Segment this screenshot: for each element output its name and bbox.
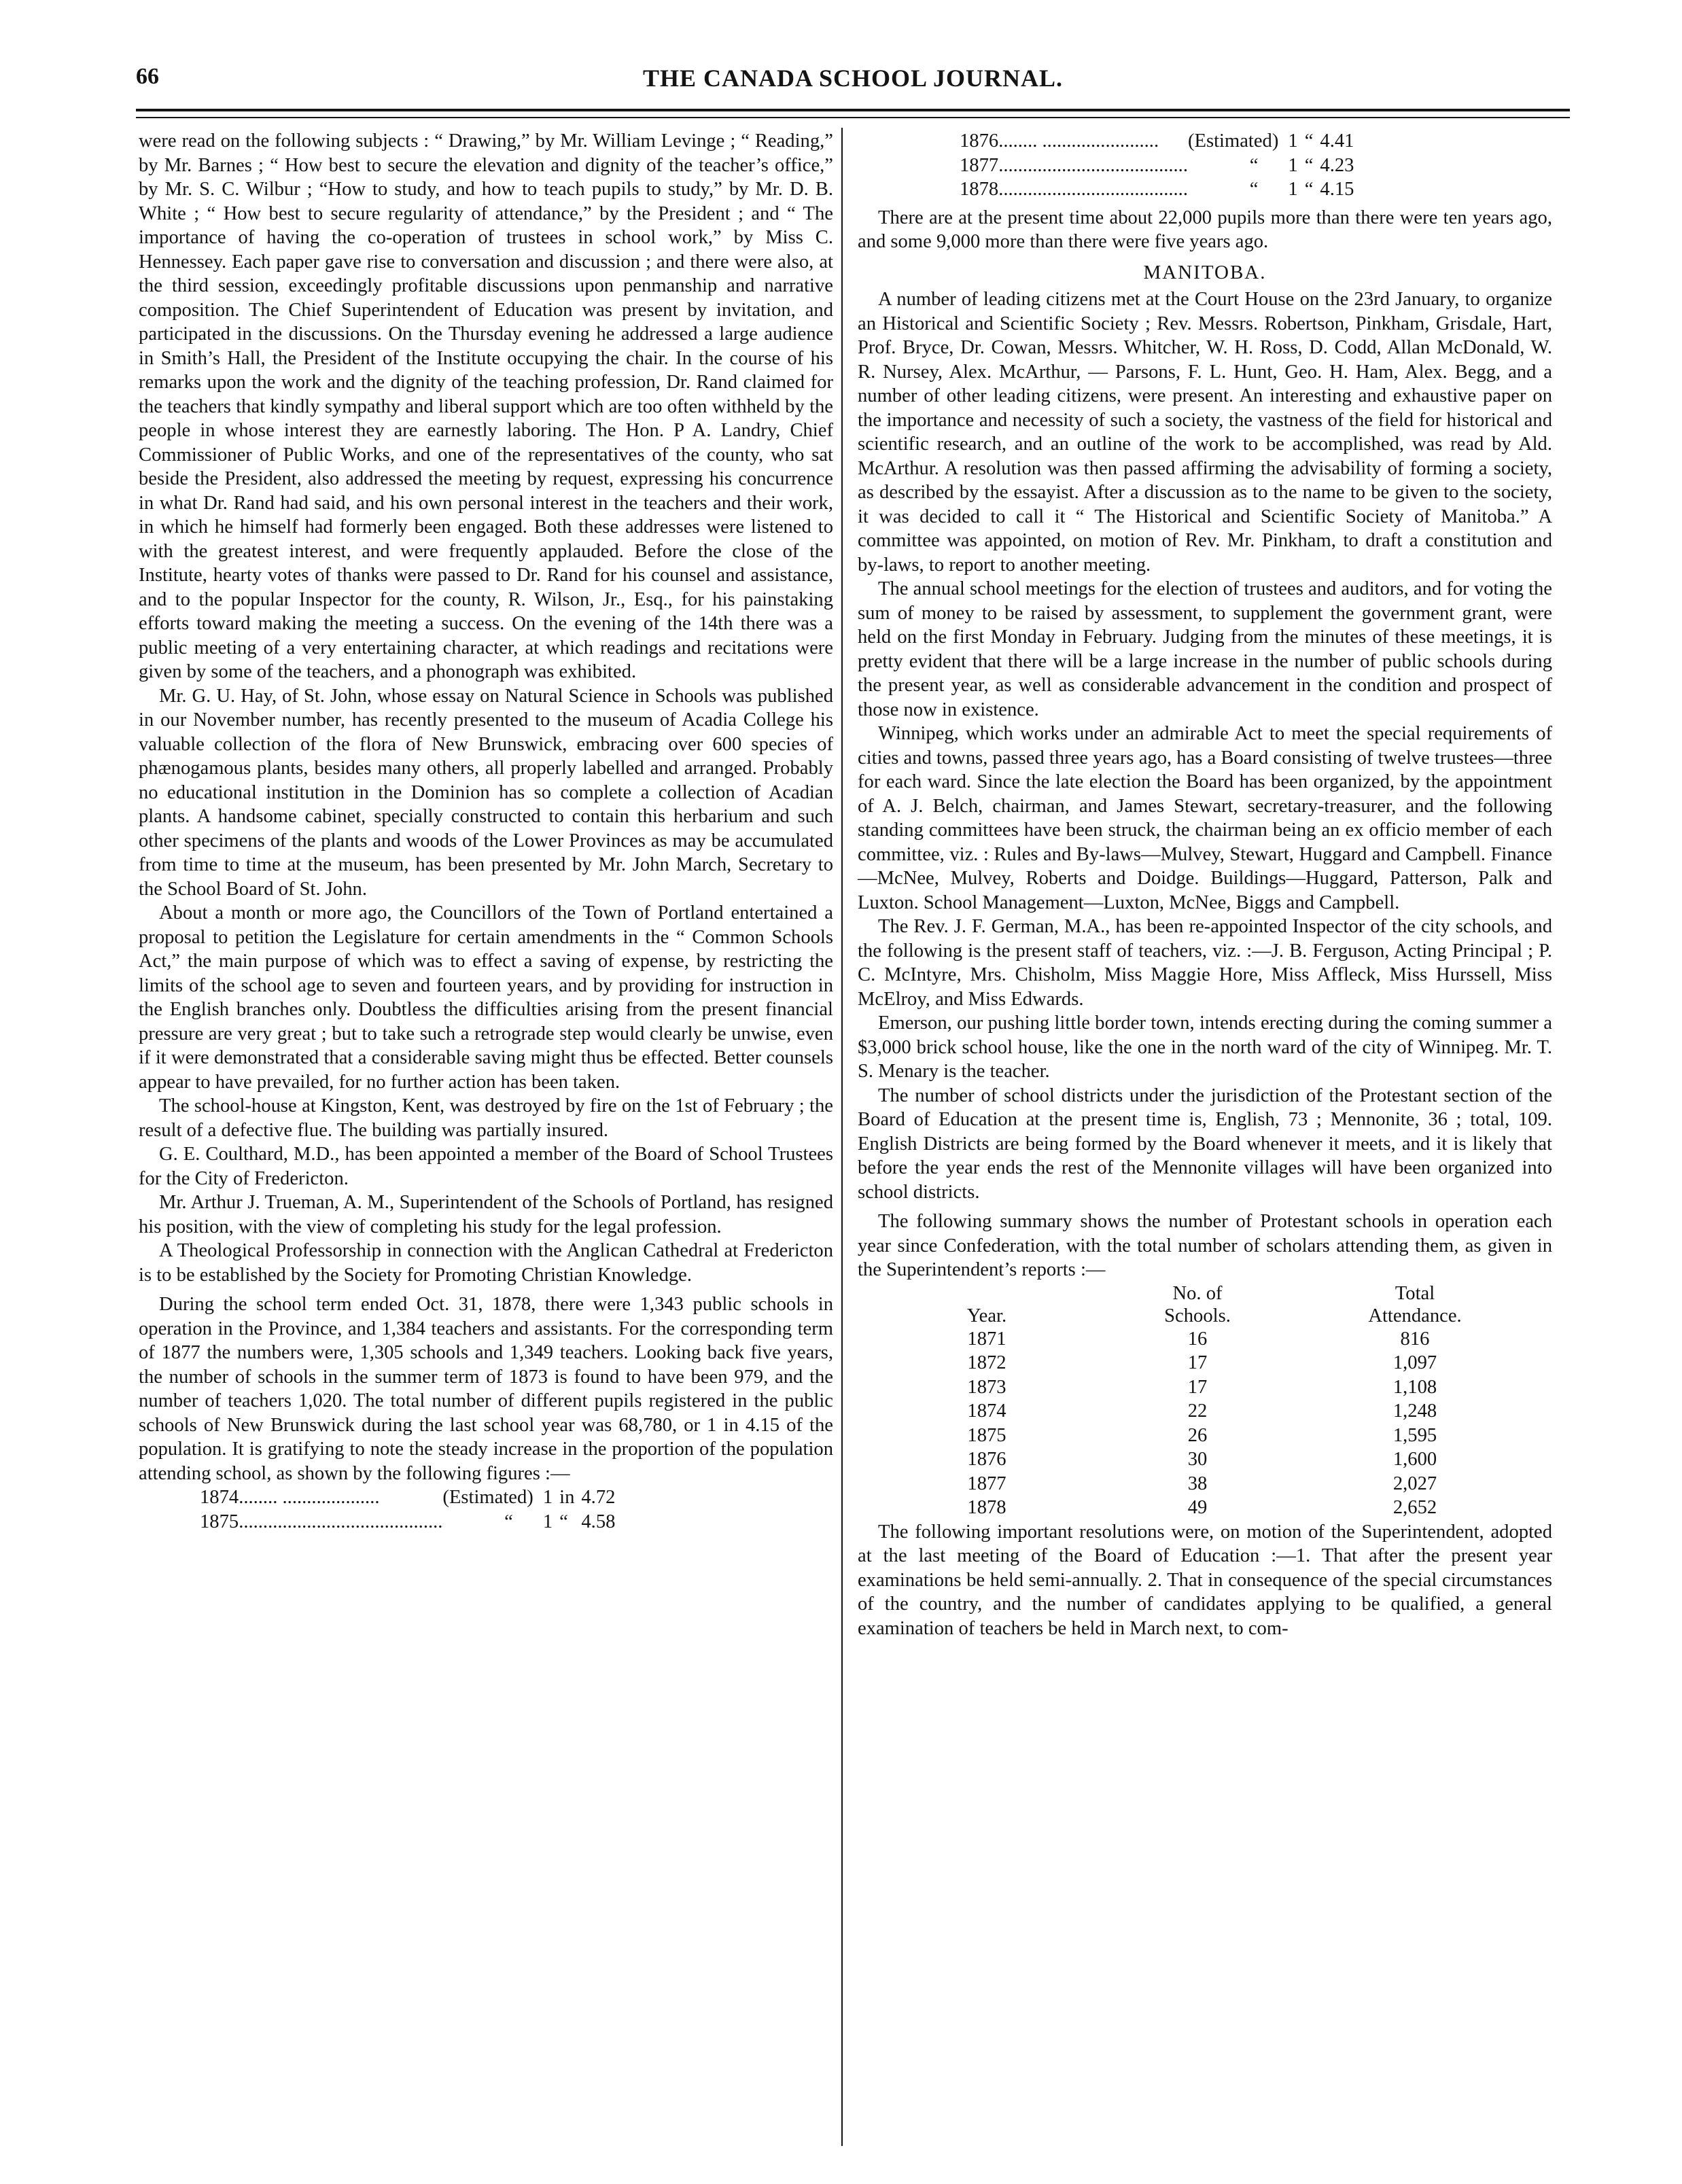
cell-attendance: 1,097: [1392, 1352, 1437, 1373]
paragraph: Mr. Arthur J. Trueman, A. M., Superintendent of the Schools of Portland, has resigned his position, with the view of completing his study for the legal profession.: [139, 1192, 833, 1237]
table-row: [885, 1496, 1524, 1520]
stat-leader: ..........................................: [239, 1511, 443, 1532]
cell-year: 1873: [967, 1376, 1006, 1398]
header-attendance-line2: Attendance.: [1368, 1305, 1462, 1326]
cell-year: 1875: [967, 1424, 1006, 1446]
stat-leader: .......................................: [998, 154, 1188, 176]
paragraph: The annual school meetings for the election of trustees and auditors, and for voting the sum of money to be raised by assessment, to supplement the government grant, were held on the first Monday in February. Judging from the minutes of these meetings, it is pretty evident that there will be a large increase in the number of public schools during the present year, as well as considerable advancement in the condition and prospect of those now in existence.: [858, 578, 1552, 720]
cell-year: 1876: [967, 1449, 1006, 1470]
stat-year: 1878: [960, 179, 999, 200]
header-attendance-line1: Total: [1395, 1282, 1435, 1304]
table-row: [885, 1351, 1524, 1375]
cell-schools: 38: [1187, 1473, 1208, 1494]
stat-c: 4.72: [581, 1487, 616, 1508]
header-year: Year.: [966, 1305, 1007, 1326]
header-rule-thick: [136, 109, 1570, 111]
attendance-ratio-table-part1: [200, 1485, 615, 1534]
table-row: [885, 1447, 1524, 1472]
cell-schools: 16: [1187, 1328, 1208, 1350]
cell-year: 1874: [967, 1401, 1006, 1422]
journal-title: THE CANADA SCHOOL JOURNAL.: [642, 65, 1064, 92]
paragraph: There are at the present time about 22,000 pupils more than there were ten years ago, and some 9,000 more than there were five years ago.: [858, 207, 1552, 252]
cell-schools: 17: [1187, 1376, 1208, 1398]
header-schools-line2: Schools.: [1164, 1305, 1231, 1326]
header-schools-line1: No. of: [1172, 1282, 1223, 1304]
cell-year: 1872: [967, 1352, 1006, 1373]
stat-b: “: [1304, 154, 1314, 176]
stat-a: 1: [542, 1511, 553, 1532]
stat-note: “: [504, 1511, 513, 1532]
stat-note: “: [1249, 179, 1259, 200]
cell-attendance: 816: [1400, 1328, 1430, 1350]
stat-year: 1874: [200, 1487, 239, 1508]
stat-c: 4.58: [581, 1511, 616, 1532]
protestant-schools-summary-table: [885, 1282, 1524, 1520]
stat-note: (Estimated): [1187, 130, 1279, 152]
cell-year: 1871: [967, 1328, 1006, 1350]
cell-schools: 49: [1187, 1497, 1208, 1518]
stat-c: 4.23: [1320, 154, 1354, 176]
table-row: [885, 1424, 1524, 1448]
stat-c: 4.41: [1320, 130, 1354, 152]
stat-a: 1: [1288, 179, 1298, 200]
stat-b: “: [1304, 130, 1314, 152]
header-rule-thin: [136, 117, 1570, 118]
paragraph: Emerson, our pushing little border town, intends erecting during the coming summer a $3,000 brick school house, like the one in the north ward of the city of Winnipeg. Mr. T. S. Menary is the teacher.: [858, 1012, 1552, 1082]
paragraph: The Rev. J. F. German, M.A., has been re-appointed Inspector of the city schools, and the following is the present staff of teachers, viz. :—J. B. Ferguson, Acting Principal ; P. C. McIntyre, Mrs. Chisholm, Miss Maggie Hore, Miss Affleck, Miss Hurssell, Miss McElroy, and Miss Edwards.: [858, 916, 1552, 1010]
table-row: [885, 1472, 1524, 1496]
table-row: [960, 129, 1354, 154]
table-row: [885, 1375, 1524, 1400]
table-row: [960, 177, 1354, 202]
cell-attendance: 1,248: [1392, 1401, 1437, 1422]
stat-year: 1877: [960, 154, 999, 176]
paragraph: A number of leading citizens met at the Court House on the 23rd January, to organize an Historical and Scientific Society ; Rev. Messrs. Robertson, Pinkham, Grisdale, Hart, Prof. Bryce, Dr. Cowan, Messrs. Whitcher, W. H. Ross, D. Codd, Allan McDonald, W. R. Nursey, Alex. McArthur, — Parsons, F. L. Hunt, Geo. H. Ham, Alex. Begg, and a number of other leading citizens, were present. An interesting and exhaustive paper on the importance and necessity of such a society, the vastness of the field for historical and scientific research, and an outline of the work to be accomplished, was read by Ald. McArthur. A resolution was then passed affirming the advisability of forming a society, as described by the essayist. After a discussion as to the name to be given to the society, it was decided to call it “ The Historical and Scientific Society of Manitoba.” A committee was appointed, on motion of Rev. Mr. Pinkham, to draft a constitution and by-laws, to report to another meeting.: [858, 289, 1552, 576]
stat-note: “: [1249, 154, 1259, 176]
stat-leader: .......................................: [998, 179, 1188, 200]
paragraph: G. E. Coulthard, M.D., has been appointed a member of the Board of School Trustees for the City of Fredericton.: [139, 1144, 833, 1189]
table-row: [960, 154, 1354, 178]
left-column: [139, 129, 833, 1534]
stat-a: 1: [542, 1487, 553, 1508]
cell-schools: 30: [1187, 1449, 1208, 1470]
paragraph: About a month or more ago, the Councillors of the Town of Portland entertained a proposal to petition the Legislature for certain amendments in the “ Common Schools Act,” the main purpose of which was to effect a saving of expense, by restricting the limits of the school age to seven and fourteen years, and by providing for instruction in the English branches only. Doubtless the difficulties arising from the present financial pressure are very great ; but to take such a retrograde step would clearly be unwise, even if it were demonstrated that a considerable saving might thus be effected. Better counsels appear to have prevailed, for no further action has been taken.: [139, 902, 833, 1093]
stat-note: (Estimated): [442, 1487, 533, 1508]
table-header-row: [885, 1282, 1524, 1305]
paragraph: The school-house at Kingston, Kent, was destroyed by fire on the 1st of February ; the result of a defective flue. The building was partially insured.: [139, 1095, 833, 1141]
cell-attendance: 1,595: [1392, 1424, 1437, 1446]
table-row: [885, 1399, 1524, 1424]
stat-year: 1876: [960, 130, 999, 152]
stat-year: 1875: [200, 1511, 239, 1532]
cell-schools: 26: [1187, 1424, 1208, 1446]
cell-schools: 17: [1187, 1352, 1208, 1373]
page-number: 66: [136, 64, 159, 89]
right-column: [858, 129, 1552, 1640]
stat-leader: ........ ........................: [998, 130, 1159, 152]
table-row: [200, 1485, 615, 1510]
cell-schools: 22: [1187, 1401, 1208, 1422]
table-row: [885, 1327, 1524, 1352]
stat-b: “: [559, 1511, 568, 1532]
cell-attendance: 1,600: [1392, 1449, 1437, 1470]
attendance-ratio-table-part2: [960, 129, 1354, 202]
paragraph: The following summary shows the number of Protestant schools in operation each year since Confederation, with the total number of scholars attending them, as given in the Superintendent’s reports :—: [858, 1211, 1552, 1280]
stat-b: “: [1304, 179, 1314, 200]
paragraph: The following important resolutions were, on motion of the Superintendent, adopted at the last meeting of the Board of Education :—1. That after the present year examinations be held semi-annually. 2. That in consequence of the special circumstances of the country, and the number of candidates applying to be qualified, a general examination of teachers be held in March next, to com-: [858, 1521, 1552, 1639]
column-divider: [841, 128, 843, 2146]
stat-c: 4.15: [1320, 179, 1354, 200]
paragraph: Winnipeg, which works under an admirable Act to meet the special requirements of cities and towns, passed three years ago, has a Board consisting of twelve trustees—three for each ward. Since the late election the Board has been organized, by the appointment of A. J. Belch, chairman, and James Stewart, secretary-treasurer, and the following standing committees have been struck, the chairman being an ex officio member of each committee, viz. : Rules and By-laws—Mulvey, Stewart, Huggard and Campbell. Finance —McNee, Mulvey, Roberts and Doidge. Buildings—Huggard, Patterson, Palk and Luxton. School Management—Luxton, McNee, Biggs and Campbell.: [858, 723, 1552, 913]
stat-a: 1: [1288, 154, 1298, 176]
cell-year: 1877: [967, 1473, 1006, 1494]
paragraph: A Theological Professorship in connection with the Anglican Cathedral at Fredericton is to be established by the Society for Promoting Christian Knowledge.: [139, 1240, 833, 1286]
paragraph: The number of school districts under the jurisdiction of the Protestant section of the Board of Education at the present time is, English, 73 ; Mennonite, 36 ; total, 109. English Districts are being formed by the Board whenever it meets, and it is likely that before the year ends the rest of the Mennonite villages will have been organized into school districts.: [858, 1085, 1552, 1203]
stat-a: 1: [1288, 130, 1298, 152]
cell-attendance: 1,108: [1392, 1376, 1437, 1398]
stat-b: in: [559, 1487, 575, 1508]
cell-attendance: 2,652: [1392, 1497, 1437, 1518]
stat-leader: ........ ....................: [239, 1487, 380, 1508]
paragraph: were read on the following subjects : “ Drawing,” by Mr. William Levinge ; “ Reading,” by Mr. Barnes ; “ How best to secure the elevation and dignity of the teacher’s office,” by Mr. S. C. Wilbur ; “How to study, and how to teach pupils to study,” by Mr. D. B. White ; “ How best to secure regularity of attendance,” by the President ; and “ The importance of having the co-operation of trustees in school work,” by Miss C. Hennessey. Each paper gave rise to conversation and discussion ; and there were also, at the third session, exceedingly profitable discussions upon penmanship and narrative composition. The Chief Superintendent of Education was present by invitation, and participated in the discussions. On the Thursday evening he addressed a large audience in Smith’s Hall, the President of the Institute occupying the chair. In the course of his remarks upon the work and the dignity of the teaching profession, Dr. Rand claimed for the teachers that kindly sympathy and liberal support which are too often withheld by the people in whose interest they are earnestly laboring. The Hon. P A. Landry, Chief Commissioner of Public Works, and one of the representatives of the county, who sat beside the President, also addressed the meeting by request, expressing his concurrence in what Dr. Rand had said, and his own personal interest in the teachers and their work, in which he himself had formerly been engaged. Both these addresses were listened to with the greatest interest, and were frequently applauded. Before the close of the Institute, hearty votes of thanks were passed to Dr. Rand for his counsel and assistance, and to the popular Inspector for the county, R. Wilson, Jr., Esq., for his painstaking efforts toward making the meeting a success. On the evening of the 14th there was a public meeting of a very entertaining character, at which readings and recitations were given by some of the teachers, and a phonograph was exhibited.: [139, 130, 833, 682]
table-row: [200, 1510, 615, 1534]
paragraph: During the school term ended Oct. 31, 1878, there were 1,343 public schools in operation in the Province, and 1,384 teachers and assistants. For the corresponding term of 1877 the numbers were, 1,305 schools and 1,349 teachers. Looking back five years, the number of schools in the summer term of 1873 is found to have been 979, and the number of teachers 1,020. The total number of different pupils registered in the public schools of New Brunswick during the last school year was 68,780, or 1 in 4.15 of the population. It is gratifying to note the steady increase in the proportion of the population attending school, as shown by the following figures :—: [139, 1294, 833, 1484]
paragraph: Mr. G. U. Hay, of St. John, whose essay on Natural Science in Schools was published in our November number, has recently presented to the museum of Acadia College his valuable collection of the flora of New Brunswick, embracing over 600 species of phænogamous plants, besides many others, all properly labelled and arranged. Probably no educational institution in the Dominion has so complete a collection of Acadian plants. A handsome cabinet, specially constructed to contain this herbarium and such other specimens of the plants and woods of the Lower Provinces as may be accumulated from time to time at the museum, has been presented by Mr. John March, Secretary to the School Board of St. John.: [139, 685, 833, 900]
cell-year: 1878: [967, 1497, 1006, 1518]
table-header-row: [885, 1305, 1524, 1327]
page-header: [136, 64, 1570, 96]
section-heading: MANITOBA.: [1143, 261, 1267, 283]
cell-attendance: 2,027: [1392, 1473, 1437, 1494]
